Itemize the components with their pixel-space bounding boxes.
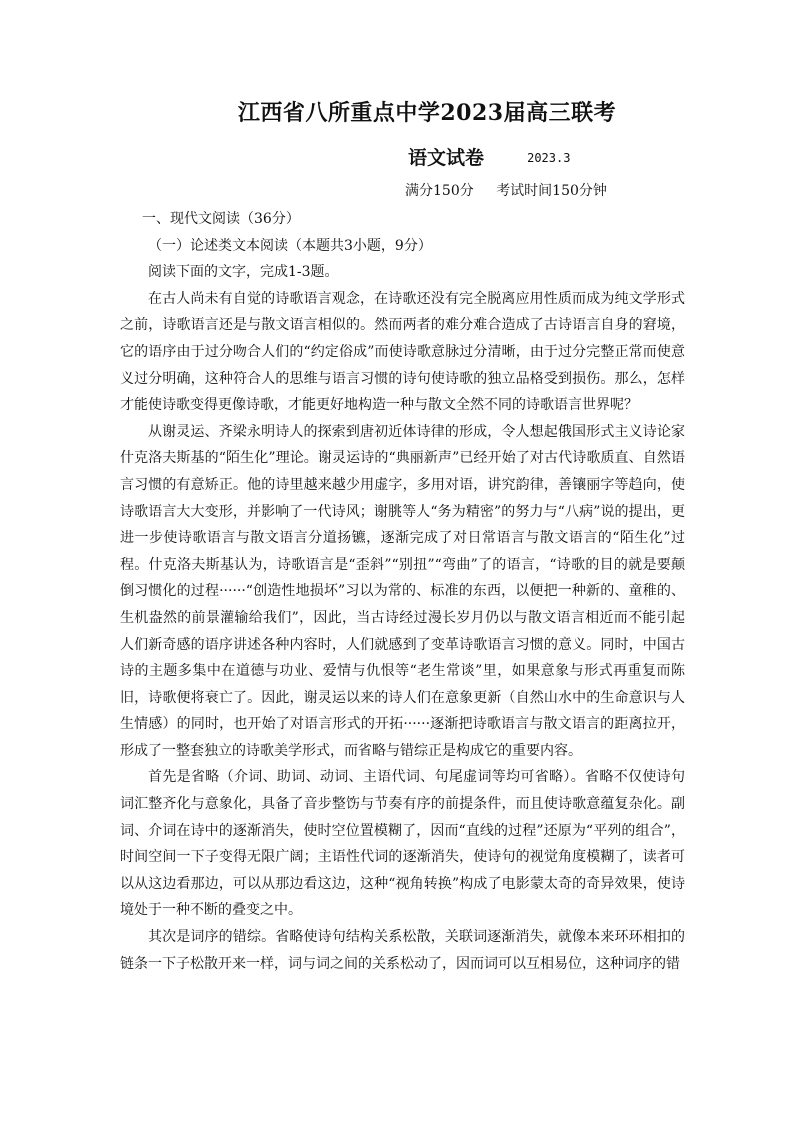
paragraph-4: 其次是词序的错综。省略使诗句结构关系松散，关联词逐渐消失，就像本来环环相扣的链条一下子松散开来一样，词与词之间的关系松动了，因而词可以互相易位，这种词序的错 — [120, 929, 685, 972]
exam-subject: 语文试卷 — [408, 147, 485, 169]
paragraph-1: 在古人尚未有自觉的诗歌语言观念，在诗歌还没有完全脱离应用性质而成为纯文学形式之前，诗歌语言还是与散文语言相似的。然而两者的难分难合造成了古诗语言自身的窘境，它的语序由于过分吻合人们的“约定俗成”而使诗歌意脉过分清晰，由于过分完整正常而使意义过分明确，这种符合人的思维与语言习惯的诗句使诗歌的独立品格受到损伤。那么，怎样才能使诗歌变得更像诗歌，才能更好地构造一种与散文全然不同的诗歌语言世界呢？ — [120, 290, 685, 414]
exam-date: 2023.3 — [527, 151, 571, 165]
section-heading: 一、现代文阅读（36分） — [142, 211, 300, 227]
paragraph-2: 从谢灵运、齐梁永明诗人的探索到唐初近体诗律的形成，令人想起俄国形式主义诗论家什克洛夫斯基的“陌生化”理论。谢灵运诗的“典丽新声”已经开始了对古代诗歌质直、自然语言习惯的有意矫正。他的诗里越来越少用虚字，多用对语，讲究韵律，善镶丽字等趋向，使诗歌语言大大变形，并影响了一代诗风；谢朓等人“务为精密”的努力与“八病”说的提出，更进一步使诗歌语言与散文语言分道扬镳，逐渐完成了对日常语言与散文语言的“陌生化”过程。什克洛夫斯基认为，诗歌语言是“歪斜”“别扭”“弯曲”了的语言，“诗歌的目的就是要颠倒习惯化的过程······“创造性地损坏”习以为常的、标准的东西，以便把一种新的、童稚的、生机盎然的前景灌输给我们”，因此，当古诗经过漫长岁月仍以与散文语言相近而不能引起人们新奇感的语序讲述各种内容时，人们就感到了变革诗歌语言习惯的意义。同时，中国古诗的主题多集中在道德与功业、爱情与仇恨等“老生常谈”里，如果意象与形式再重复而陈旧，诗歌便将衰亡了。因此，谢灵运以来的诗人们在意象更新（自然山水中的生命意识与人生情感）的同时，也开始了对语言形式的开拓······逐渐把诗歌语言与散文语言的距离拉开，形成了一整套独立的诗歌美学形式，而省略与错综正是构成它的重要内容。 — [120, 423, 685, 759]
exam-content — [120, 206, 685, 977]
exam-meta — [405, 180, 607, 200]
full-score: 满分150分 — [405, 183, 474, 199]
subsection-heading: （一）论述类文本阅读（本题共3小题，9分） — [148, 237, 432, 254]
subtitle-row — [408, 143, 570, 170]
reading-instruction: 阅读下面的文字，完成1-3题。 — [148, 264, 339, 281]
paragraph-3: 首先是省略（介词、助词、动词、主语代词、句尾虚词等均可省略）。省略不仅使诗句词汇整齐化与意象化，具备了音步整饬与节奏有序的前提条件，而且使诗歌意蕴复杂化。副词、介词在诗中的逐渐消失，使时空位置模糊了，因而“直线的过程”还原为“平列的组合”，时间空间一下子变得无限广阔；主语性代词的逐渐消失，使诗句的视觉角度模糊了，读者可以从这边看那边，可以从那边看这边，这种“视角转换”构成了电影蒙太奇的奇异效果，使诗境处于一种不断的叠变之中。 — [120, 769, 685, 919]
exam-time: 考试时间150分钟 — [496, 183, 607, 199]
exam-title: 江西省八所重点中学2023届高三联考 — [237, 100, 617, 126]
